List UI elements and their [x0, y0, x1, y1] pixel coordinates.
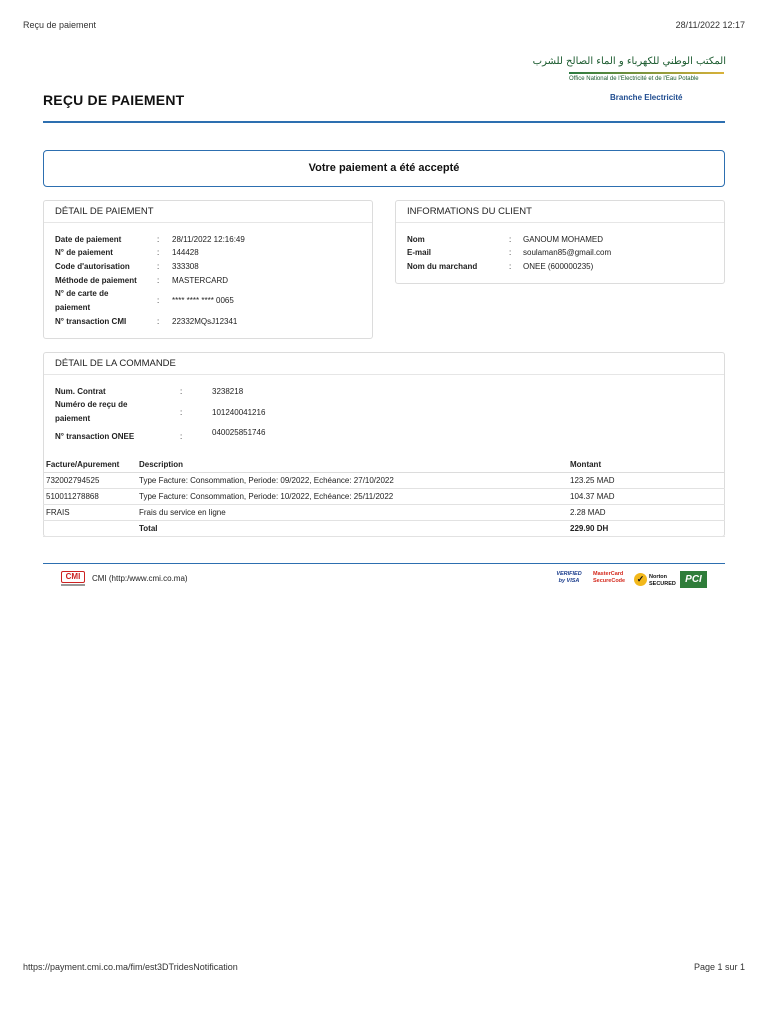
onee-transaction-label: N° transaction ONEE — [55, 432, 135, 441]
print-footer — [23, 962, 745, 974]
logo-branch-text: Branche Electricité — [610, 93, 683, 102]
separator: : — [157, 296, 160, 305]
print-footer-url: https://payment.cmi.co.ma/fim/est3DTridesNotification — [23, 962, 238, 972]
separator: : — [157, 248, 160, 257]
payment-accepted-text: Votre paiement a été accepté — [308, 162, 460, 174]
payment-date-value: 28/11/2022 12:16:49 — [172, 235, 245, 244]
payment-number-label: N° de paiement — [55, 248, 113, 257]
amount-cell: 2.28 MAD — [567, 504, 725, 520]
client-email-value: soulaman85@gmail.com — [523, 248, 612, 257]
total-label: Total — [136, 520, 567, 536]
norton-check-icon: ✓ — [634, 573, 647, 586]
payment-detail-panel — [43, 200, 373, 339]
norton-secured-badge — [634, 571, 676, 589]
payment-accepted-banner — [43, 150, 725, 187]
description-cell: Type Facture: Consommation, Periode: 10/2022, Echéance: 25/11/2022 — [136, 488, 567, 504]
footer-divider — [43, 563, 725, 564]
verified-by-visa-badge — [554, 571, 584, 589]
description-cell: Type Facture: Consommation, Periode: 09/2022, Echéance: 27/10/2022 — [136, 472, 567, 488]
table-row — [43, 472, 725, 488]
client-info-heading: INFORMATIONS DU CLIENT — [396, 201, 724, 223]
cmi-link[interactable]: CMI (http:/www.cmi.co.ma) — [92, 574, 188, 583]
description-cell: Frais du service en ligne — [136, 504, 567, 520]
separator: : — [157, 262, 160, 271]
total-row — [43, 520, 725, 536]
amount-cell: 123.25 MAD — [567, 472, 725, 488]
table-row — [43, 504, 725, 520]
card-number-label-line2: paiement — [55, 303, 91, 312]
total-value: 229.90 DH — [567, 520, 725, 536]
separator: : — [180, 432, 183, 441]
payment-detail-heading: DÉTAIL DE PAIEMENT — [44, 201, 372, 223]
visa-badge-line1: VERIFIED — [556, 571, 582, 577]
logo-divider — [569, 72, 724, 74]
onee-transaction-value: 040025851746 — [212, 428, 266, 437]
client-info-panel — [395, 200, 725, 284]
print-footer-page: Page 1 sur 1 — [693, 962, 745, 972]
contract-number-label: Num. Contrat — [55, 387, 106, 396]
separator: : — [180, 408, 183, 417]
cmi-transaction-label: N° transaction CMI — [55, 317, 127, 326]
separator: : — [509, 262, 512, 271]
onee-logo — [532, 56, 726, 106]
empty-cell — [43, 520, 136, 536]
logo-arabic-text: المكتب الوطني للكهرباء و الماء الصالح للشرب — [532, 56, 726, 67]
pci-badge: PCI — [680, 571, 707, 588]
norton-badge-line2: SECURED — [649, 581, 676, 587]
table-row — [43, 488, 725, 504]
norton-badge-text — [649, 574, 676, 588]
merchant-name-value: ONEE (600000235) — [523, 262, 594, 271]
cmi-logo-text: CMI — [61, 571, 85, 583]
cmi-transaction-value: 22332MQsJ12341 — [172, 317, 238, 326]
payment-method-label: Méthode de paiement — [55, 276, 137, 285]
payment-method-value: MASTERCARD — [172, 276, 229, 285]
receipt-number-value: 101240041216 — [212, 408, 266, 417]
title-divider — [43, 121, 725, 123]
column-header-amount: Montant — [567, 457, 725, 472]
page-title: REÇU DE PAIEMENT — [43, 92, 185, 108]
order-detail-rows — [55, 387, 405, 447]
card-number-value: **** **** **** 0065 — [172, 296, 234, 305]
separator: : — [157, 317, 160, 326]
separator: : — [180, 387, 183, 396]
contract-number-value: 3238218 — [212, 387, 244, 396]
payment-date-label: Date de paiement — [55, 235, 122, 244]
cmi-logo — [61, 571, 85, 588]
merchant-name-label: Nom du marchand — [407, 262, 478, 271]
separator: : — [509, 248, 512, 257]
column-header-description: Description — [136, 457, 567, 472]
separator: : — [509, 235, 512, 244]
invoice-table — [43, 457, 725, 537]
print-header-datetime: 28/11/2022 12:17 — [675, 20, 745, 30]
payment-number-value: 144428 — [172, 248, 199, 257]
receipt-number-label-line2: paiement — [55, 414, 91, 423]
order-detail-heading: DÉTAIL DE LA COMMANDE — [44, 353, 724, 375]
print-header-title: Reçu de paiement — [23, 20, 97, 30]
receipt-number-label-line1: Numéro de reçu de — [55, 400, 128, 409]
invoice-id-cell: 510011278868 — [43, 488, 136, 504]
logo-french-text: Office National de l'Electricité et de l'Eau Potable — [569, 76, 699, 82]
mc-badge-line2: SecureCode — [593, 578, 626, 584]
client-info-rows — [407, 235, 717, 280]
amount-cell: 104.37 MAD — [567, 488, 725, 504]
print-header — [23, 20, 745, 32]
invoice-id-cell: 732002794525 — [43, 472, 136, 488]
client-name-value: GANOUM MOHAMED — [523, 235, 603, 244]
visa-badge-line2: by VISA — [558, 578, 580, 584]
separator: : — [157, 235, 160, 244]
authorization-code-label: Code d'autorisation — [55, 262, 130, 271]
column-header-invoice: Facture/Apurement — [43, 457, 136, 472]
separator: : — [157, 276, 160, 285]
invoice-id-cell: FRAIS — [43, 504, 136, 520]
invoice-table-header — [43, 457, 725, 472]
norton-badge-line1: Norton — [649, 574, 668, 580]
card-number-label-line1: N° de carte de — [55, 289, 109, 298]
client-name-label: Nom — [407, 235, 425, 244]
cmi-logo-underline — [61, 584, 85, 586]
mc-badge-line1: MasterCard — [593, 571, 624, 577]
client-email-label: E-mail — [407, 248, 432, 257]
authorization-code-value: 333308 — [172, 262, 199, 271]
payment-detail-rows — [55, 235, 365, 335]
mastercard-securecode-badge — [593, 571, 626, 589]
